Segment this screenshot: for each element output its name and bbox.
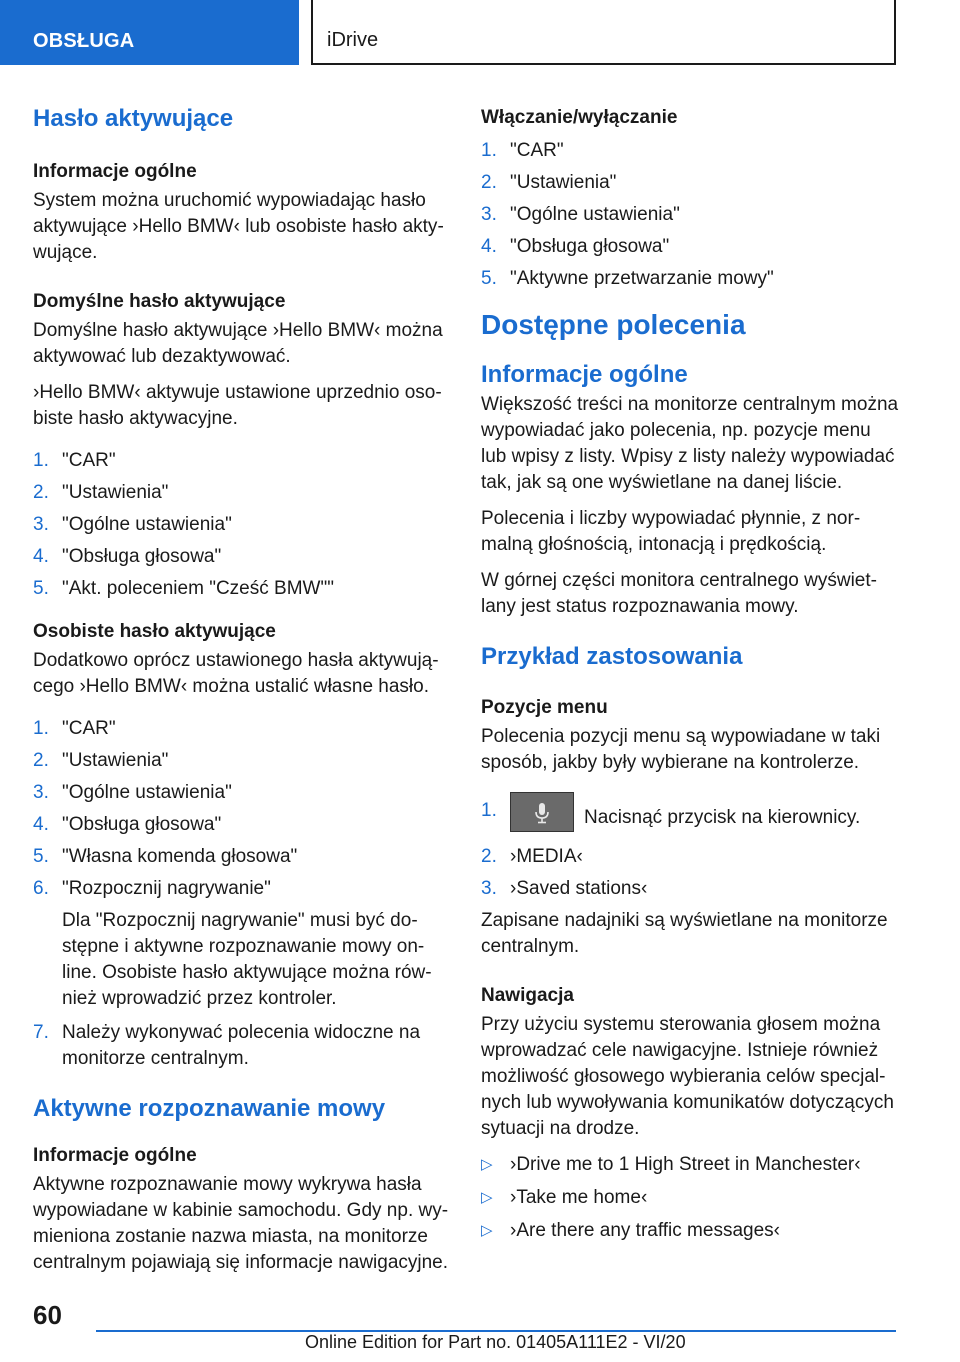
- list-item: 1. Nacisnąć przycisk na kierownicy.: [481, 798, 899, 838]
- heading-commands-general: Informacje ogólne: [481, 361, 688, 388]
- paragraph-default-2: ›Hello BMW‹ aktywuje ustawione uprzednio osobiste hasło aktywacyjne.: [33, 382, 442, 429]
- heading-active-recognition: Aktywne rozpoznawanie mowy: [33, 1095, 386, 1122]
- steps-menu: [481, 798, 899, 902]
- paragraph-navigation: Przy użyciu systemu sterowania głosem można wprowadzać cele nawigacyjne. Istnieje również możliwość głosowego wybierania celów specjalnych lub wywoływania komunikatów dotyczących sytuacji na drodze.: [481, 1014, 894, 1139]
- steps-personal-continued: [33, 1020, 451, 1072]
- paragraph-commands-1: Większość treści na monitorze centralnym można wypowiadać jako polecenia, np. pozycje menu lub wpisy z listy. Wpisy z listy należy wypowiadać tak, jak są one wyświetlane na danej liście.: [481, 394, 899, 493]
- steps-default: [33, 448, 451, 602]
- steps-personal: [33, 716, 451, 902]
- heading-default-wake-word: Domyślne hasło aktywujące: [33, 291, 286, 312]
- paragraph-commands-2: Polecenia i liczby wypowiadać płynnie, z normalną głośnością, intonacją i prędkością.: [481, 508, 861, 555]
- list-item: 3. ›Saved stations‹: [481, 878, 648, 899]
- triangle-bullet-icon: ▷: [481, 1222, 493, 1239]
- heading-wake-word: Hasło aktywujące: [33, 105, 234, 132]
- list-item: 2. "Ustawienia": [33, 482, 169, 503]
- paragraph-commands-3: W górnej części monitora centralnego wyświetlany jest status rozpoznawania mowy.: [481, 570, 877, 617]
- heading-navigation: Nawigacja: [481, 985, 574, 1006]
- list-item: 3. "Ogólne ustawienia": [481, 204, 680, 225]
- right-column: [481, 102, 899, 1251]
- list-item: 1. "CAR": [481, 140, 564, 161]
- paragraph-default-1: Domyślne hasło aktywujące ›Hello BMW‹ można aktywować lub dezaktywować.: [33, 320, 443, 367]
- list-item: 6. "Rozpocznij nagrywanie": [33, 878, 271, 899]
- paragraph-menu-items: Polecenia pozycji menu są wypowiadane w taki sposób, jakby były wybierane na kontrolerze.: [481, 726, 881, 773]
- paragraph-personal: Dodatkowo oprócz ustawionego hasła aktywującego ›Hello BMW‹ można ustalić własne hasło.: [33, 650, 439, 697]
- microphone-icon: [533, 802, 551, 824]
- paragraph-active: Aktywne rozpoznawanie mowy wykrywa hasła wypowiadane w kabinie samochodu. Gdy np. wymieniona zostanie nazwa miasta, na monitorze centralnym pojawiają się informacje nawigacyjne.: [33, 1174, 449, 1273]
- heading-menu-items: Pozycje menu: [481, 697, 608, 718]
- list-item: 5. "Własna komenda głosowa": [33, 846, 298, 867]
- heading-general: Informacje ogólne: [33, 161, 197, 182]
- step-6-note: Dla "Rozpocznij nagrywanie" musi być dostępne i aktywne rozpoznawanie mowy online. Osobiste hasło aktywujące można również wprowadzić przez kontroler.: [62, 910, 432, 1009]
- list-item: 5. "Akt. poleceniem "Cześć BMW"": [33, 578, 334, 599]
- list-item: ▷ ›Drive me to 1 High Street in Manchester‹: [481, 1152, 899, 1178]
- list-item: 3. "Ogólne ustawienia": [33, 782, 232, 803]
- list-item: 5. "Aktywne przetwarzanie mowy": [481, 268, 774, 289]
- list-item: 2. ›MEDIA‹: [481, 846, 583, 867]
- navigation-examples: [481, 1152, 899, 1244]
- list-item: ▷ ›Take me home‹: [481, 1185, 899, 1211]
- triangle-bullet-icon: ▷: [481, 1156, 493, 1173]
- list-item: 3. "Ogólne ustawienia": [33, 514, 232, 535]
- footer-edition: Online Edition for Part no. 01405A111E2 - VI/20: [305, 1332, 686, 1352]
- list-item: 2. "Ustawienia": [481, 172, 617, 193]
- paragraph-saved-stations: Zapisane nadajniki są wyświetlane na monitorze centralnym.: [481, 910, 888, 957]
- triangle-bullet-icon: ▷: [481, 1189, 493, 1206]
- heading-active-general: Informacje ogólne: [33, 1145, 197, 1166]
- heading-personal-wake-word: Osobiste hasło aktywujące: [33, 621, 276, 642]
- chapter-title: iDrive: [311, 0, 896, 65]
- list-item: 4. "Obsługa głosowa": [33, 546, 222, 567]
- heading-usage-example: Przykład zastosowania: [481, 643, 743, 670]
- list-item: 1. "CAR": [33, 450, 116, 471]
- list-item: 4. "Obsługa głosowa": [481, 236, 670, 257]
- heading-available-commands: Dostępne polecenia: [481, 309, 746, 340]
- list-item: 4. "Obsługa głosowa": [33, 814, 222, 835]
- heading-on-off: Włączanie/wyłączanie: [481, 107, 678, 128]
- list-item: 2. "Ustawienia": [33, 750, 169, 771]
- steering-wheel-voice-button: [510, 792, 574, 832]
- list-item: 7. Należy wykonywać polecenia widoczne na monitorze centralnym.: [33, 1022, 421, 1069]
- list-item: 1. "CAR": [33, 718, 116, 739]
- page-number: 60: [33, 1300, 62, 1330]
- steps-on-off: [481, 138, 899, 292]
- section-tab: OBSŁUGA: [0, 0, 299, 65]
- left-column: [33, 102, 451, 1276]
- list-item: ▷ ›Are there any traffic messages‹: [481, 1218, 899, 1244]
- paragraph-general: System można uruchomić wypowiadając hasło aktywujące ›Hello BMW‹ lub osobiste hasło aktywujące.: [33, 190, 444, 263]
